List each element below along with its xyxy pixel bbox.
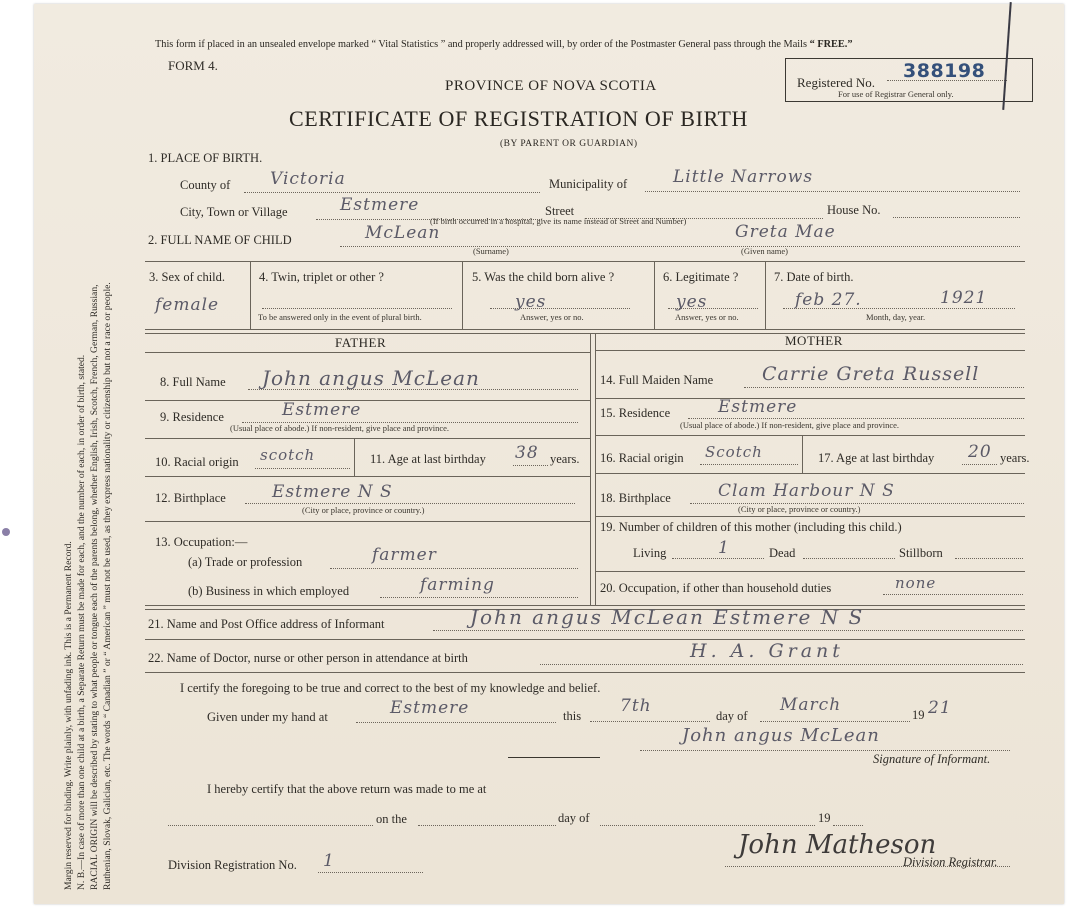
mother-name-value: Carrie Greta Russell [762,363,980,385]
dead-label: Dead [769,546,796,560]
legitimate-value: yes [676,292,708,312]
alive-value: yes [515,292,547,312]
street-label: Street [545,204,575,218]
father-heading: FATHER [335,335,387,350]
stillborn-label: Stillborn [899,546,943,560]
mother-age-unit: years. [1000,451,1030,465]
mother-age-label: 17. Age at last birthday [818,451,935,465]
municipality-label: Municipality of [549,177,628,191]
living-label: Living [633,546,667,560]
father-occupation-label: 13. Occupation:— [155,535,248,549]
county-value: Victoria [270,169,346,189]
twin-label: 4. Twin, triplet or other ? [259,270,384,284]
given-under-hand-label: Given under my hand at [207,710,328,724]
father-age-unit: years. [550,452,580,466]
alive-note: Answer, yes or no. [520,312,584,322]
registered-number: 388198 [903,60,986,82]
surname-note: (Surname) [473,246,509,256]
city-label: City, Town or Village [180,205,288,219]
mother-occupation-value: none [895,574,937,592]
municipality-value: Little Narrows [673,167,814,187]
year-prefix: 19 [912,708,925,722]
return-statement: I hereby certify that the above return was made to me at [207,782,487,796]
father-residence-label: 9. Residence [160,410,224,424]
legitimate-note: Answer, yes or no. [675,312,739,322]
informant-signature-caption: Signature of Informant. [873,752,991,766]
on-the-label: on the [376,812,407,826]
mother-residence-value: Estmere [718,397,798,417]
margin-note-4: Ruthenian, Slovak, Galician, etc. The words “ Canadian ” or “ American ” must not be used, as they express nationality or citizenship but not a race or people. [102,282,113,890]
legitimate-label: 6. Legitimate ? [663,270,739,284]
father-name-label: 8. Full Name [160,375,226,389]
child-name-label: 2. FULL NAME OF CHILD [148,233,292,247]
informant-value: John angus McLean Estmere N S [470,605,865,629]
mother-birthplace-note: (City or place, province or country.) [738,504,861,514]
given-place-value: Estmere [390,698,470,718]
registrar-signature: John Matheson [738,830,937,860]
house-label: House No. [827,203,881,217]
mother-age-value: 20 [968,442,992,462]
living-value: 1 [718,538,730,558]
father-age-label: 11. Age at last birthday [370,452,486,466]
month-value: March [780,695,842,715]
father-racial-label: 10. Racial origin [155,455,239,469]
day-value: 7th [620,696,652,716]
year-prefix-2: 19 [818,811,831,825]
city-value: Estmere [340,195,420,215]
father-residence-note: (Usual place of abode.) If non-resident, give place and province. [230,423,450,433]
certificate-title: CERTIFICATE OF REGISTRATION OF BIRTH [289,106,748,131]
margin-notes [62,282,114,890]
province-heading: PROVINCE OF NOVA SCOTIA [445,78,657,94]
registrar-note: For use of Registrar General only. [838,89,954,99]
mother-heading: MOTHER [785,333,843,348]
county-label: County of [180,178,231,192]
father-name-value: John angus McLean [262,366,480,390]
division-registration-value: 1 [323,851,335,871]
mother-birthplace-label: 18. Birthplace [600,491,671,505]
day-of-label-2: day of [558,811,590,825]
mother-name-label: 14. Full Maiden Name [600,373,714,387]
mother-residence-note: (Usual place of abode.) If non-resident, give place and province. [680,420,900,430]
place-of-birth-label: 1. PLACE OF BIRTH. [148,151,263,165]
mother-racial-label: 16. Racial origin [600,451,684,465]
mother-children-label: 19. Number of children of this mother (including this child.) [600,520,902,534]
dob-year: 1921 [940,288,988,308]
doctor-label: 22. Name of Doctor, nurse or other person in attendance at birth [148,651,468,665]
day-of-label: day of [716,709,748,723]
postal-notice [155,39,853,50]
registered-label: Registered No. [797,75,875,90]
alive-label: 5. Was the child born alive ? [472,270,615,284]
mother-birthplace-value: Clam Harbour N S [718,481,895,501]
registrar-caption: Division Registrar. [903,855,998,869]
hospital-note: (If birth occurred in a hospital, give its name instead of Street and Number) [430,216,687,226]
division-registration-label: Division Registration No. [168,858,297,872]
father-racial-value: scotch [260,446,316,464]
father-birthplace-note: (City or place, province or country.) [302,505,425,515]
margin-note-3: RACIAL ORIGIN will be described by stating to what people or tongue each of the parents belong, whether English, Irish, Scotch, French, German, Russian, [89,284,100,890]
margin-note-1: Margin reserved for binding. Write plainly, with unfading ink. This is a Permanent Record. [63,541,74,890]
form-number: FORM 4. [168,58,218,73]
dob-note: Month, day, year. [866,312,926,322]
father-age-value: 38 [515,443,539,463]
father-birthplace-label: 12. Birthplace [155,491,226,505]
child-given-value: Greta Mae [735,222,836,242]
certificate-subtitle: (BY PARENT OR GUARDIAN) [500,139,638,149]
doctor-value: H. A. Grant [690,640,844,662]
certify-statement: I certify the foregoing to be true and correct to the best of my knowledge and belief. [180,681,601,695]
this-label: this [563,709,582,723]
father-residence-value: Estmere [282,400,362,420]
father-business-label: (b) Business in which employed [188,584,350,598]
informant-signature: John angus McLean [682,725,880,746]
child-surname-value: McLean [365,223,441,243]
sex-value: female [155,295,220,315]
father-trade-value: farmer [372,545,437,565]
sex-label: 3. Sex of child. [149,270,226,284]
punch-mark [2,528,10,536]
given-note: (Given name) [741,246,788,256]
mother-racial-value: Scotch [705,443,763,461]
informant-label: 21. Name and Post Office address of Informant [148,617,385,631]
father-business-value: farming [420,575,495,595]
father-birthplace-value: Estmere N S [272,482,393,502]
mother-occupation-label: 20. Occupation, if other than household duties [600,581,832,595]
twin-note: To be answered only in the event of plural birth. [258,312,422,322]
father-trade-label: (a) Trade or profession [188,555,303,569]
dob-month-day: feb 27. [795,290,862,310]
postal-notice-text: This form if placed in an unsealed envelope marked “ Vital Statistics ” and properly addressed will, by order of the Postmaster General pass through the Mails [155,39,808,50]
mother-residence-label: 15. Residence [600,406,671,420]
postal-notice-free: “ FREE.” [809,39,853,50]
dob-label: 7. Date of birth. [774,270,854,284]
margin-note-2: N. B.—In case of more than one child at a birth, a Separate Return must be made for each, and the number of each, in order of birth, stated. [76,354,87,890]
year-suffix: 21 [928,698,952,718]
